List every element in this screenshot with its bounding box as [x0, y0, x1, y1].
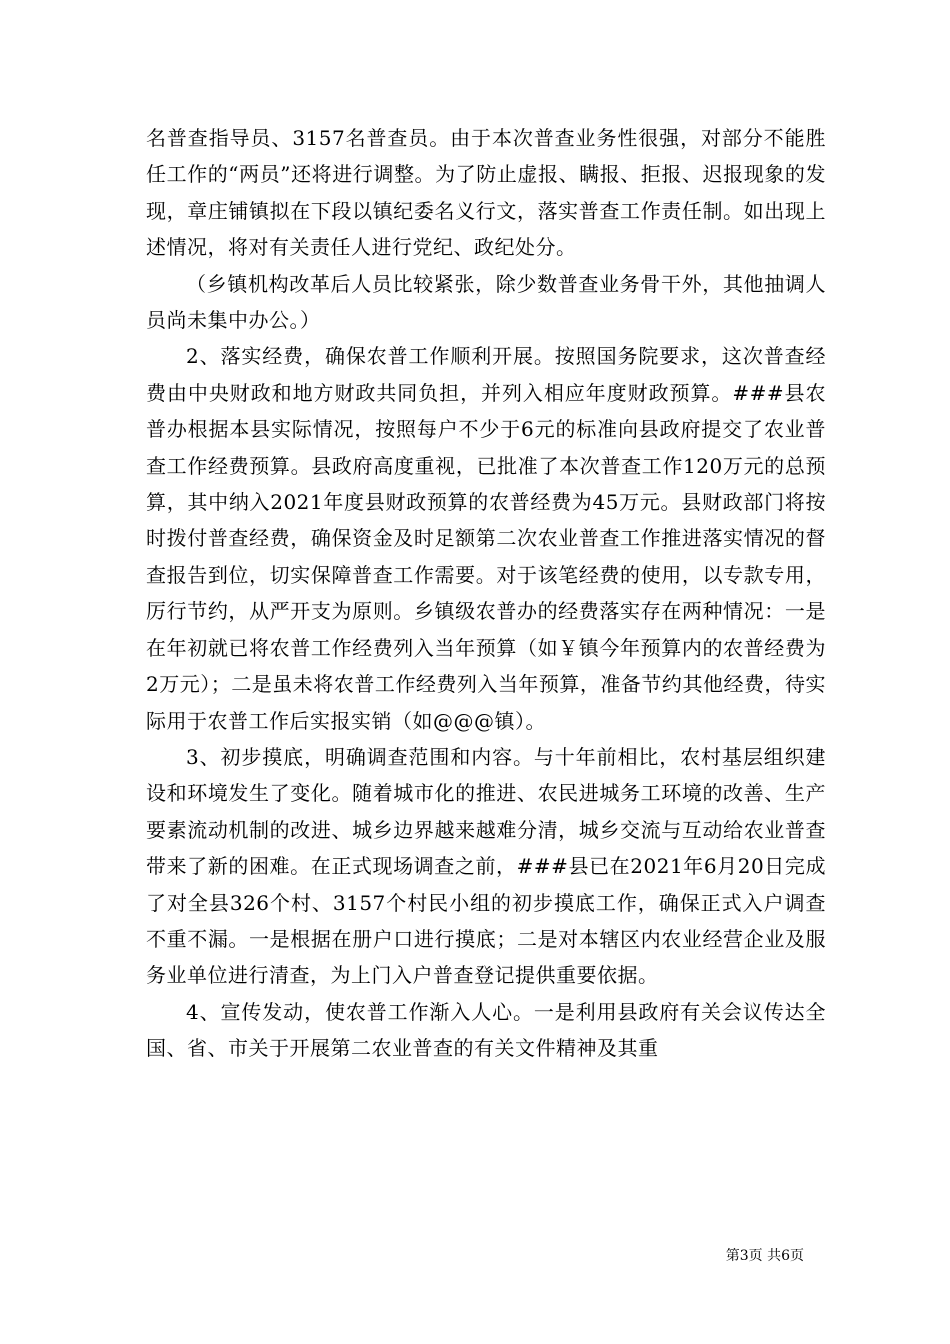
paragraph-continued: 名普查指导员、3157名普查员。由于本次普查业务性很强，对部分不能胜任工作的“两员”还将进行调整。为了防止虚报、瞒报、拒报、迟报现象的发现，章庄铺镇拟在下段以镇纪委名义行文，落实普查工作责任制。如出现上述情况，将对有关责任人进行党纪、政纪处分。 [146, 126, 826, 260]
paragraph-publicity: 4、宣传发动，使农普工作渐入人心。一是利用县政府有关会议传达全国、省、市关于开展第二农业普查的有关文件精神及其重 [146, 999, 826, 1061]
paragraph-note: （乡镇机构改革后人员比较紧张，除少数普查业务骨干外，其他抽调人员尚未集中办公。） [146, 271, 826, 333]
paragraph-funding: 2、落实经费，确保农普工作顺利开展。按照国务院要求，这次普查经费由中央财政和地方财政共同负担，并列入相应年度财政预算。###县农普办根据本县实际情况，按照每户不少于6元的标准向县政府提交了农业普查工作经费预算。县政府高度重视，已批准了本次普查工作120万元的总预算，其中纳入2021年度县财政预算的农普经费为45万元。县财政部门将按时拨付普查经费，确保资金及时足额第二次农业普查工作推进落实情况的督查报告到位，切实保障普查工作需要。对于该笔经费的使用，以专款专用，厉行节约，从严开支为原则。乡镇级农普办的经费落实存在两种情况：一是在年初就已将农普工作经费列入当年预算（如￥镇今年预算内的农普经费为2万元）；二是虽未将农普工作经费列入当年预算，准备节约其他经费，待实际用于农普工作后实报实销（如@@@镇）。 [146, 344, 826, 733]
page-number-footer: 第3页 共6页 [725, 1248, 804, 1264]
paragraph-survey: 3、初步摸底，明确调查范围和内容。与十年前相比，农村基层组织建设和环境发生了变化。随着城市化的推进、农民进城务工环境的改善、生产要素流动机制的改进、城乡边界越来越难分清，城乡交流与互动给农业普查带来了新的困难。在正式现场调查之前，###县已在2021年6月20日完成了对全县326个村、3157个村民小组的初步摸底工作，确保正式入户调查不重不漏。一是根据在册户口进行摸底；二是对本辖区内农业经营企业及服务业单位进行清查，为上门入户普查登记提供重要依据。 [146, 744, 826, 988]
document-body [146, 120, 826, 1067]
